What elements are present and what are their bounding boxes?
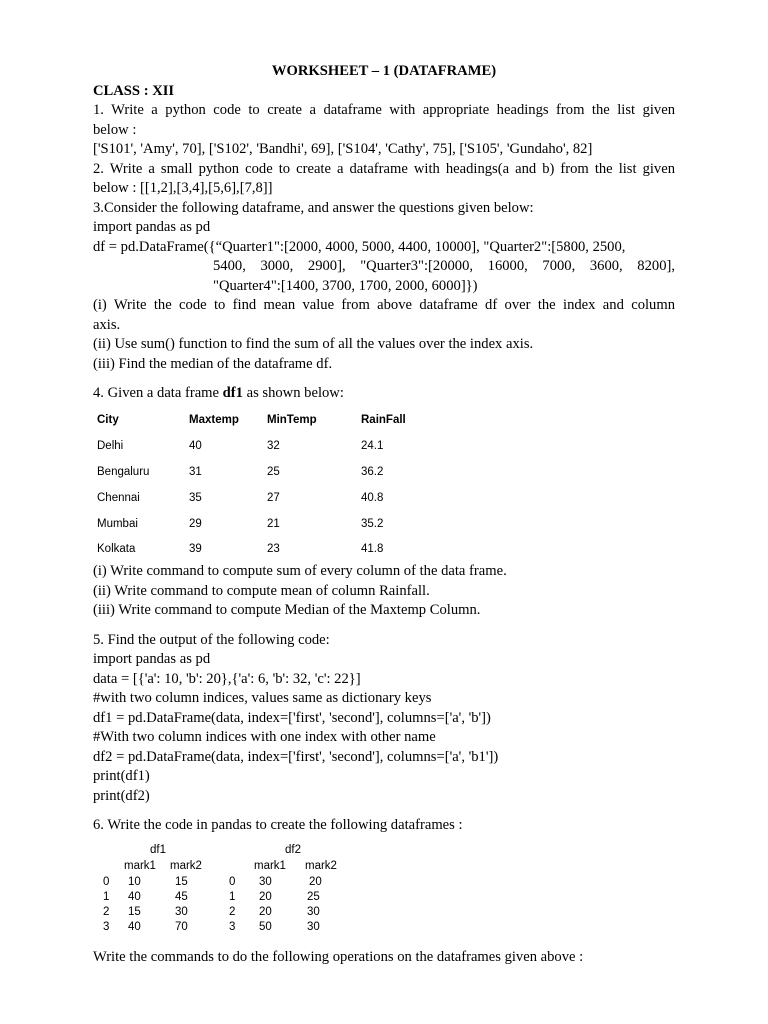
city-temp-table <box>97 408 675 563</box>
q5-line: print(df2) <box>93 787 150 804</box>
q1-line3: ['S101', 'Amy', 70], ['S102', 'Bandhi', 69], ['S104', 'Cathy', 75], ['S105', 'Gundaho', 82] <box>93 141 593 157</box>
table-cell: 35.2 <box>361 517 384 530</box>
df1-cell: 10 <box>128 875 141 888</box>
table-cell: Delhi <box>97 440 124 453</box>
table-cell: 25 <box>267 465 280 478</box>
q5-line: 5. Find the output of the following code: <box>93 631 330 648</box>
table-cell: 23 <box>267 543 280 556</box>
table-row <box>97 433 675 459</box>
df1-cell: 30 <box>175 905 188 918</box>
df2-index: 3 <box>229 920 236 933</box>
table-cell: 40.8 <box>361 491 384 504</box>
q5-line: df1 = pd.DataFrame(data, index=['first', 'second'], columns=['a', 'b']) <box>93 709 491 726</box>
q5-line: print(df1) <box>93 768 150 785</box>
q6-line: 6. Write the code in pandas to create the following dataframes : <box>93 817 463 834</box>
table-header-cell: RainFall <box>361 414 406 427</box>
q3-i-line2: axis. <box>93 316 121 333</box>
table-cell: 24.1 <box>361 440 384 453</box>
table-cell: 36.2 <box>361 465 384 478</box>
worksheet-title: WORKSHEET – 1 (DATAFRAME) <box>271 63 497 79</box>
df2-title: df2 <box>285 843 301 856</box>
df2-index: 2 <box>229 905 236 918</box>
q1-line1: 1. Write a python code to create a dataframe with appropriate headings from the list given <box>93 102 675 118</box>
df1-index: 2 <box>103 905 110 918</box>
table-header-cell: Maxtemp <box>189 414 239 427</box>
q4-ii: (ii) Write command to compute mean of column Rainfall. <box>93 582 430 599</box>
table-cell: 32 <box>267 440 280 453</box>
q1-line2: below : <box>93 121 137 138</box>
q5-line: data = [{'a': 10, 'b': 20},{'a': 6, 'b': 32, 'c': 22}] <box>93 670 361 687</box>
df1-cell: 45 <box>175 890 188 903</box>
df2-cell: 30 <box>259 875 272 888</box>
table-cell: Kolkata <box>97 543 136 556</box>
q3-line1: 3.Consider the following dataframe, and answer the questions given below: <box>93 199 534 216</box>
table-cell: Mumbai <box>97 517 138 530</box>
q5-line: df2 = pd.DataFrame(data, index=['first', 'second'], columns=['a', 'b1']) <box>93 748 499 765</box>
df2-col-header: mark1 <box>254 859 286 872</box>
df1-index: 3 <box>103 920 110 933</box>
table-cell: 39 <box>189 543 202 556</box>
table-cell: 41.8 <box>361 543 384 556</box>
df2-index: 0 <box>229 875 236 888</box>
q4-i: (i) Write command to compute sum of every column of the data frame. <box>93 563 507 580</box>
df2-cell: 20 <box>259 905 272 918</box>
table-cell: 35 <box>189 491 202 504</box>
df2-cell: 50 <box>259 920 272 933</box>
table-cell: 29 <box>189 517 202 530</box>
q3-line2: import pandas as pd <box>93 219 211 235</box>
table-cell: Bengaluru <box>97 465 150 478</box>
q3-line3: df = pd.DataFrame({“Quarter1":[2000, 4000, 5000, 4400, 10000], "Quarter2":[5800, 2500, <box>93 238 626 255</box>
class-line: CLASS : XII <box>93 82 175 99</box>
df2-cell: 30 <box>307 905 320 918</box>
df2-cell: 20 <box>259 890 272 903</box>
table-cell: Chennai <box>97 491 140 504</box>
table-cell: 27 <box>267 491 280 504</box>
q3-i-line1: (i) Write the code to find mean value from above dataframe df over the index and column <box>93 297 675 313</box>
q5-line: import pandas as pd <box>93 651 211 668</box>
df2-cell: 20 <box>309 875 322 888</box>
table-cell: 40 <box>189 440 202 453</box>
df1-cell: 40 <box>128 890 141 903</box>
df1-cell: 40 <box>128 920 141 933</box>
df1-col-header: mark1 <box>124 859 156 872</box>
q5-line: #With two column indices with one index with other name <box>93 729 436 746</box>
df2-cell: 30 <box>307 920 320 933</box>
q2-line2: below : [[1,2],[3,4],[5,6],[7,8]] <box>93 180 273 196</box>
df1-col-header: mark2 <box>170 859 202 872</box>
table-header-row <box>97 408 675 434</box>
q3-ii: (ii) Use sum() function to find the sum of all the values over the index axis. <box>93 336 534 352</box>
worksheet-page <box>93 62 675 967</box>
q3-line4: 5400, 3000, 2900], "Quarter3":[20000, 16000, 7000, 3600, 8200], <box>213 258 675 274</box>
table-header-cell: City <box>97 414 119 427</box>
df2-col-header: mark2 <box>305 859 337 872</box>
df1-index: 0 <box>103 875 110 888</box>
table-header-cell: MinTemp <box>267 414 317 427</box>
df2-cell: 25 <box>307 890 320 903</box>
df2-index: 1 <box>229 890 236 903</box>
table-row <box>97 536 675 562</box>
df1-cell: 15 <box>128 905 141 918</box>
table-row <box>97 485 675 511</box>
dataframes-figure <box>93 842 675 938</box>
df1-title: df1 <box>150 843 166 856</box>
table-row <box>97 511 675 537</box>
q4-heading: 4. Given a data frame df1 as shown below: <box>93 385 344 401</box>
df1-cell: 70 <box>175 920 188 933</box>
table-cell: 21 <box>267 517 280 530</box>
df1-index: 1 <box>103 890 110 903</box>
q3-line5: "Quarter4":[1400, 3700, 1700, 2000, 6000]}) <box>213 277 478 294</box>
table-row <box>97 459 675 485</box>
final-line: Write the commands to do the following operations on the dataframes given above : <box>93 948 584 965</box>
q3-iii: (iii) Find the median of the dataframe df. <box>93 355 333 372</box>
df1-cell: 15 <box>175 875 188 888</box>
table-cell: 31 <box>189 465 202 478</box>
q4-iii: (iii) Write command to compute Median of the Maxtemp Column. <box>93 602 481 619</box>
q5-line: #with two column indices, values same as dictionary keys <box>93 690 432 707</box>
q2-line1: 2. Write a small python code to create a dataframe with headings(a and b) from the list given <box>93 160 675 177</box>
